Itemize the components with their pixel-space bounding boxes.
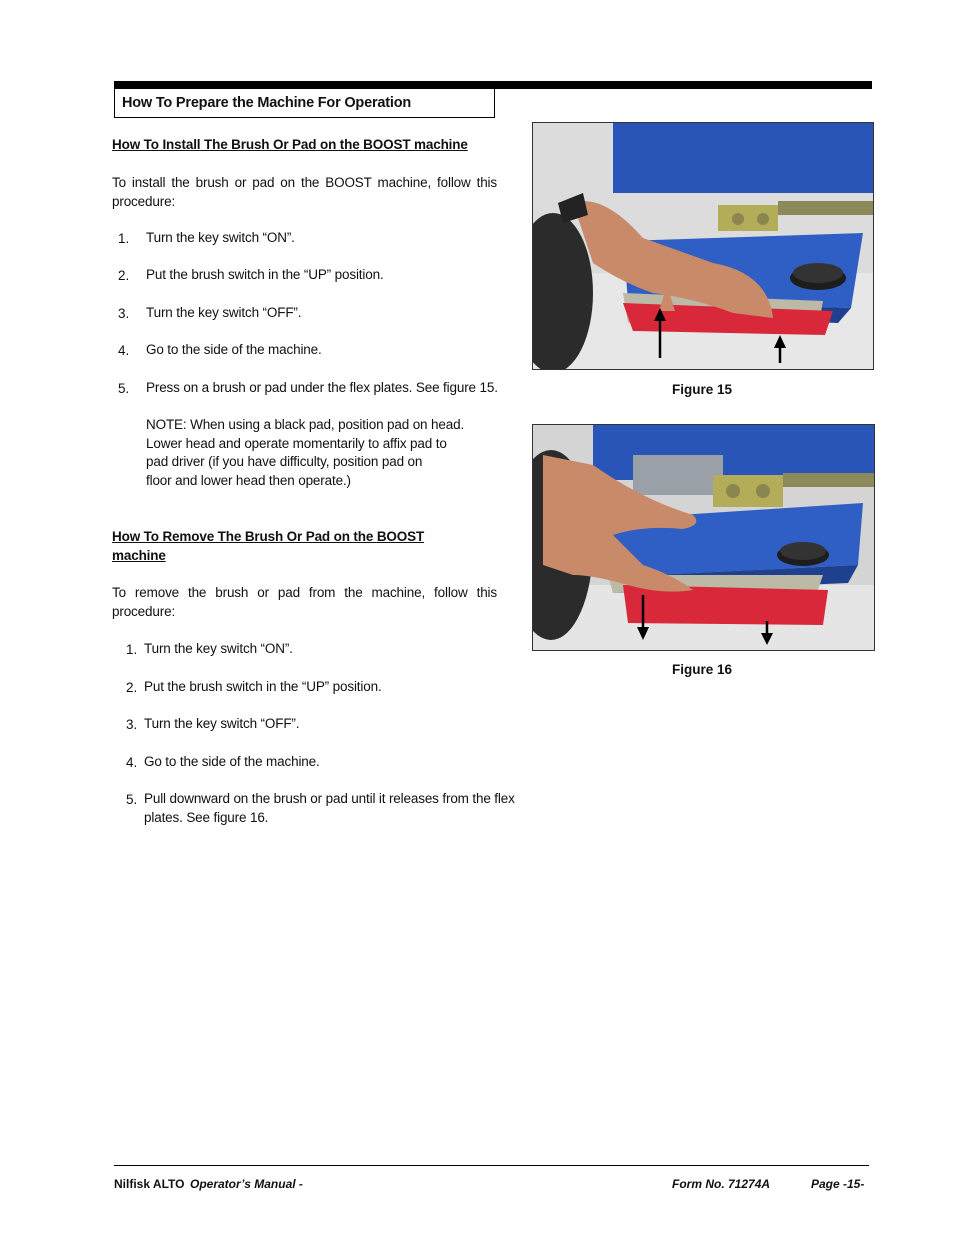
section-title: How To Prepare the Machine For Operation	[122, 95, 412, 111]
figure-16-illustration	[533, 425, 874, 650]
install-step-text: Turn the key switch “ON”.	[146, 230, 295, 245]
remove-step-text: Go to the side of the machine.	[144, 754, 320, 769]
figure-15-illustration	[533, 123, 873, 369]
figure-16-caption: Figure 16	[672, 662, 733, 677]
footer-form-number: Form No. 71274A	[672, 1177, 771, 1191]
footer-page-number: Page -15-	[811, 1177, 865, 1191]
figure-15-photo	[532, 122, 874, 370]
footer-rule	[114, 1165, 869, 1166]
install-heading: How To Install The Brush Or Pad on the BOOST machine	[112, 137, 468, 152]
install-intro: To install the brush or pad on the BOOST machine, follow this procedure:	[112, 175, 497, 209]
remove-step-text: Pull downward on the brush or pad until it releases from the flex	[144, 791, 515, 806]
remove-step-number: 3.	[126, 717, 138, 732]
install-step-text: Go to the side of the machine.	[146, 342, 322, 357]
remove-heading-line: machine	[112, 548, 166, 563]
figure-16-photo	[532, 424, 875, 651]
remove-intro: To remove the brush or pad from the machine, follow this procedure:	[112, 585, 497, 619]
footer-brand: Nilfisk ALTO	[114, 1177, 185, 1191]
remove-step-number: 1.	[126, 642, 138, 657]
remove-step-number: 5.	[126, 792, 138, 807]
remove-heading-line: How To Remove The Brush Or Pad on the BOOST	[112, 529, 425, 544]
install-step-number: 3.	[118, 306, 130, 321]
install-step-number: 1.	[118, 231, 130, 246]
remove-step-number: 4.	[126, 755, 138, 770]
note-line: Lower head and operate momentarily to affix pad to	[146, 436, 447, 451]
remove-step-number: 2.	[126, 680, 138, 695]
section-header-box	[114, 89, 495, 118]
note-line: floor and lower head then operate.)	[146, 473, 351, 488]
section-top-rule	[114, 81, 872, 89]
note-line: NOTE: When using a black pad, position pad on head.	[146, 417, 465, 432]
remove-step-text: plates. See figure 16.	[144, 810, 269, 825]
install-step-number: 4.	[118, 343, 130, 358]
footer-manual-title: Operator’s Manual -	[190, 1177, 303, 1191]
install-step-number: 2.	[118, 268, 130, 283]
remove-step-text: Turn the key switch “OFF”.	[144, 716, 300, 731]
remove-step-text: Put the brush switch in the “UP” position.	[144, 679, 382, 694]
figure-15-caption: Figure 15	[672, 382, 733, 397]
note-line: pad driver (if you have difficulty, position pad on	[146, 454, 423, 469]
install-step-number: 5.	[118, 381, 130, 396]
remove-step-text: Turn the key switch “ON”.	[144, 641, 293, 656]
install-step-text: Put the brush switch in the “UP” position.	[146, 267, 384, 282]
install-step-text: Turn the key switch “OFF”.	[146, 305, 302, 320]
install-step-text: Press on a brush or pad under the flex plates. See figure 15.	[146, 380, 498, 395]
